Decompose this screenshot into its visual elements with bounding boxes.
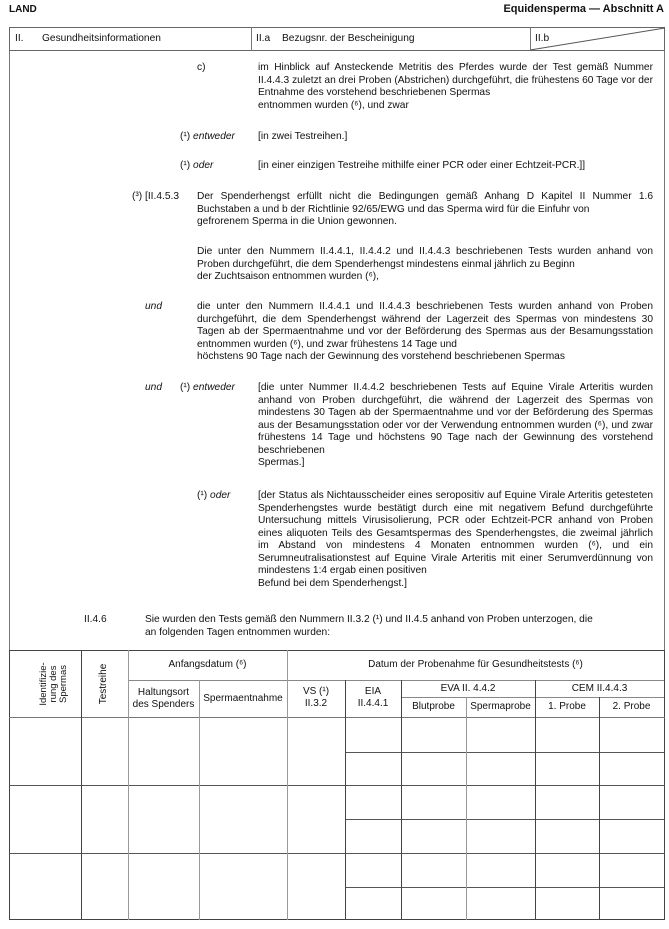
cell-vs-row3[interactable] [288, 854, 345, 919]
cell-ident-row3[interactable] [10, 854, 81, 919]
col-header-blutprobe: Blutprobe [412, 701, 455, 712]
cell-testreihe-row3[interactable] [82, 854, 128, 919]
cell-testreihe-row1[interactable] [82, 718, 128, 785]
cell-tests-row2[interactable] [346, 786, 664, 853]
body-left-border [9, 51, 10, 651]
country-label: LAND [9, 4, 37, 15]
clause-453-marker: (³) [II.4.5.3 [132, 191, 179, 202]
option-b-text: [der Status als Nichtausscheider eines seropositiv auf Equine Virale Arteritis getesteten Spenderhengstes wurde bestätigt durch eine mit negativem Befund durchgeführte Untersuchung mittels Virusisolierung, PCR oder Echtzeit-PCR anhand von Proben eines aliquoten Teils des Gesamtspermas des Spenderhengstes, die zweimal jährlich im Abstand von mindestens 4 Monaten entnommen wurden (⁶), und ein Serumneutralisationstest auf Equine Virale Arteritis mit einer Serumverdünnung von mindestens 1:4 ergab einen positiven Befund bei dem Spenderhengst.] [258, 490, 653, 589]
group-header-cem: CEM II.4.4.3 [571, 682, 628, 694]
cell-ident-row2[interactable] [10, 786, 81, 853]
diagonal-strike [530, 27, 665, 51]
divider [251, 27, 252, 51]
option-entweder-label: (¹) entweder [180, 131, 235, 142]
col-header-eia: EIA II.4.4.1 [357, 686, 389, 709]
col-header-ident: Identifizie- rung des Spermas [38, 662, 69, 706]
body-right-border [664, 51, 665, 651]
option-a-label: (¹) entweder [180, 382, 235, 393]
option-entweder-text: [in zwei Testreihen.] [258, 131, 348, 142]
iib-label: II.b [535, 33, 550, 44]
option-a-text: [die unter Nummer II.4.4.2 beschriebenen Tests auf Equine Virale Arteritis wurden anhand von Proben durchgeführt, die während der Lagerzeit des Spermas von mindestens 30 Tagen ab der Spermaentnahme und vor der Beförderung des Spermas aus der Besamungsstation oder vor der Verwendung entnommen wurden (⁶), und zwar frühestens 14 Tage und höchstens 90 Tage nach der Gewinnung des vorstehend beschriebenen Spermas.] [258, 382, 653, 468]
clause-453-para2: Die unter den Nummern II.4.4.1, II.4.4.2 und II.4.4.3 beschriebenen Tests wurden anhand von Proben durchgeführt, die dem Spenderhengst mindestens einmal jährlich zu Beginn der Zuchtsaison entnommen wurden (⁶), [197, 246, 653, 282]
cell-spermaentnahme-row1[interactable] [200, 718, 287, 785]
group-header-eva: EVA II. 4.4.2 [440, 682, 496, 694]
col-header-probe1: 1. Probe [548, 701, 586, 712]
clause-46-text: Sie wurden den Tests gemäß den Nummern II.3.2 (¹) und II.4.5 anhand von Proben unterzogen, die an folgenden Tagen entnommen wurden: [145, 614, 593, 638]
cell-vs-row1[interactable] [288, 718, 345, 785]
cell-vs-row2[interactable] [288, 786, 345, 853]
cell-testreihe-row2[interactable] [82, 786, 128, 853]
clause-c-marker: c) [197, 62, 206, 73]
reference-label: Bezugsnr. der Bescheinigung [282, 33, 415, 44]
reference-number: II.a [256, 33, 271, 44]
und-label-1: und [145, 301, 162, 312]
clause-46-marker: II.4.6 [84, 614, 107, 625]
cell-haltungsort-row3[interactable] [129, 854, 199, 919]
cell-spermaentnahme-row3[interactable] [200, 854, 287, 919]
col-header-testreihe: Testreihe [98, 663, 109, 705]
col-header-haltungsort: Haltungsort des Spenders [132, 686, 195, 710]
section-label: Gesundheitsinformationen [42, 33, 161, 44]
cell-tests-row3[interactable] [346, 854, 664, 919]
col-header-probe2: 2. Probe [612, 701, 651, 712]
option-oder-text: [in einer einzigen Testreihe mithilfe einer PCR oder einer Echtzeit-PCR.]] [258, 160, 586, 171]
option-oder-label: (¹) oder [180, 160, 214, 171]
group-header-anfangsdatum: Anfangsdatum (⁶) [168, 659, 247, 670]
col-header-spermaentnahme: Spermaentnahme [203, 692, 283, 704]
cell-spermaentnahme-row2[interactable] [200, 786, 287, 853]
cell-ident-row1[interactable] [10, 718, 81, 785]
cell-haltungsort-row1[interactable] [129, 718, 199, 785]
col-header-spermaprobe: Spermaprobe [470, 701, 531, 712]
group-header-datum-probenahme: Datum der Probenahme für Gesundheitstests (⁶) [368, 659, 583, 670]
clause-453-para1: Der Spenderhengst erfüllt nicht die Bedingungen gemäß Anhang D Kapitel II Nummer 1.6 Buchstaben a und b der Richtlinie 92/65/EWG und das Sperma wird für die Einfuhr von gefrorenem Sperma in die Union gewonnen. [197, 191, 653, 227]
clause-453-para3: die unter den Nummern II.4.4.1 und II.4.4.3 beschriebenen Tests wurden anhand von Proben durchgeführt, die dem Spenderhengst während der Lagerzeit des Spermas von mindestens 30 Tagen ab der Spermaentnahme und vor der Beförderung des Spermas aus der Besamungsstation entnommen wurden (⁶), und zwar frühestens 14 Tage und höchstens 90 Tage nach der Gewinnung des vorstehend beschriebenen Spermas [197, 301, 653, 362]
option-b-label: (¹) oder [197, 490, 231, 501]
cell-tests-row1[interactable] [346, 718, 664, 785]
col-header-vs: VS (¹) II.3.2 [302, 686, 330, 709]
document-title: Equidensperma — Abschnitt A [503, 3, 664, 15]
clause-c-text: im Hinblick auf Ansteckende Metritis des Pferdes wurde der Test gemäß Nummer II.4.4.3 zuletzt an drei Proben (Abstrichen) durchgeführt, die frühestens 60 Tage vor der Entnahme des vorstehend beschriebenen Spermas entnommen wurden (⁶), und zwar [258, 62, 653, 111]
section-number: II. [15, 33, 24, 44]
und-label-2: und [145, 382, 162, 393]
cell-haltungsort-row2[interactable] [129, 786, 199, 853]
